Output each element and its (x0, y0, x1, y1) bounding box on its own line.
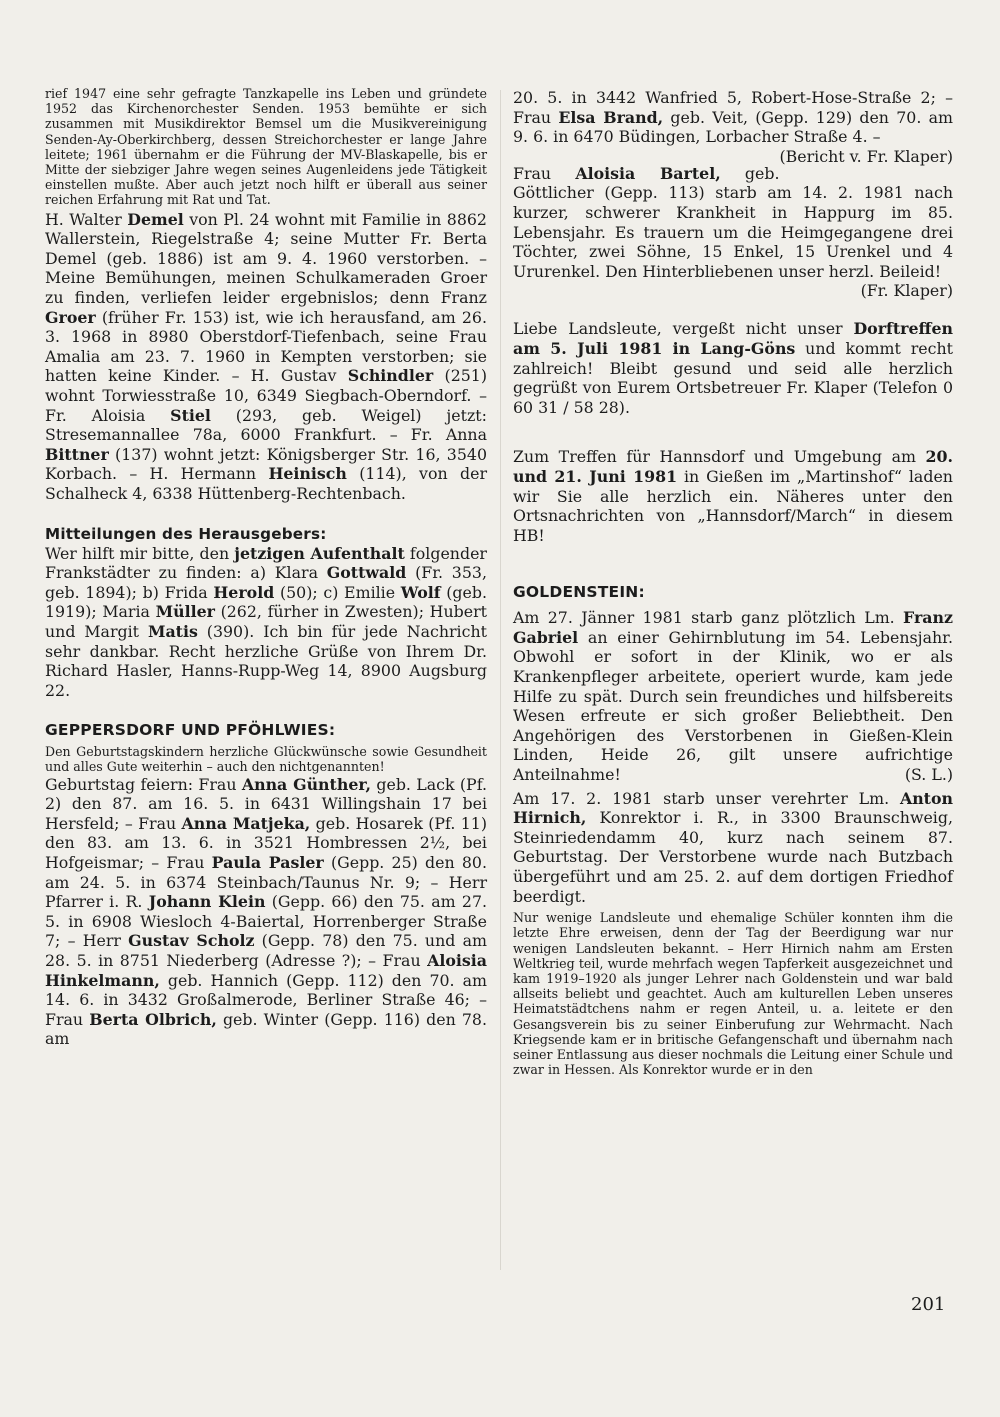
heading-goldenstein: GOLDENSTEIN: (513, 583, 645, 602)
paragraph-birthday-greeting: Den Geburtstagskindern herzliche Glückwünsche sowie Gesundheit und alles Gute weiterhin – auch den nichtgenannten! (45, 744, 487, 775)
paragraph-hirnich-biography: Nur wenige Landsleute und ehemalige Schüler konnten ihm die letzte Ehre erweisen, denn der Tag der Beerdigung war nur wenigen Landsleuten bekannt. – Herr Hirnich nahm am Ersten Weltkrieg teil, wurde mehrfach wegen Tapferkeit ausgezeichnet und kam 1919–1920 als junger Lehrer nach Goldenstein und war bald allseits beliebt und geachtet. Auch am kulturellen Leben unseres Heimatstädtchens nahm er regen Anteil, u. a. leitete er den Gesangsverein bis zu seiner Einberufung zur Wehrmacht. Nach Kriegsende kam er in britische Gefangenschaft und übernahm nach seiner Entlassung aus dieser nochmals die Leitung einer Schule und zwar in Hessen. Als Konrektor wurde er in den (513, 910, 953, 1078)
paragraph-brand-birthday (513, 88, 953, 166)
heading-geppersdorf: GEPPERSDORF UND PFÖHLWIES: (45, 721, 336, 740)
bold-name: Elsa Brand, (558, 107, 664, 127)
paragraph-hannsdorf-meeting: Zum Treffen für Hannsdorf und Umgebung am 20. und 21. Juni 1981 in Gießen im „Martinshof“ laden wir Sie alle herzlich ein. Näheres unter den Ortsnachrichten von „Hannsdorf/March“ in diesem HB! (513, 447, 953, 545)
bold-name: und 21. Juni 1981 (513, 466, 678, 486)
heading-publisher-notices: Mitteilungen des Herausgebers: (45, 524, 327, 543)
bold-name: Stiel (170, 405, 211, 425)
bold-name: Anna Matjeka, (181, 813, 311, 833)
paragraph-music-biography: rief 1947 eine sehr gefragte Tanzkapelle ins Leben und gründete 1952 das Kirchenorchester Senden. 1953 bemühte er sich zusammen mit Musikdirektor Bemsel um die Musikvereinigung Senden-Ay-Oberkirchberg, dessen Streichorchester er lange Jahre leitete; 1961 übernahm er die Führung der MV-Blaskapelle, bis er Mitte der siebziger Jahre wegen seines Augenleidens jede Tätigkeit einstellen mußte. Aber auch jetzt noch hilft er überall aus seiner reichen Erfahrung mit Rat und Tat. (45, 86, 487, 208)
bold-name: Gottwald (326, 563, 407, 583)
paragraph-demel-news: H. Walter Demel von Pl. 24 wohnt mit Familie in 8862 Wallerstein, Riegelstraße 4; seine Mutter Fr. Berta Demel (geb. 1886) ist am 9. 4. 1960 verstorben. – Meine Bemühungen, meinen Schulkameraden Groer zu finden, verliefen leider ergebnislos; denn Franz Groer (früher Fr. 153) ist, wie ich herausfand, am 26. 3. 1968 in 8980 Oberstdorf-Tiefenbach, seine Frau Amalia am 23. 7. 1960 in Kempten verstorben; sie hatten keine Kinder. – H. Gustav Schindler (251) wohnt Torwiesstraße 10, 6349 Siegbach-Oberndorf. – Fr. Aloisia Stiel (293, geb. Weigel) jetzt: Stresemannallee 78a, 6000 Frankfurt. – Fr. Anna Bittner (137) wohnt jetzt: Königsberger Str. 16, 3540 Korbach. – H. Hermann Heinisch (114), von der Schalheck 4, 6338 Hüttenberg-Rechtenbach. (45, 209, 488, 503)
left-column (45, 86, 487, 1049)
bold-name: Schindler (347, 366, 434, 386)
bold-name: Anton Hirnich, (513, 788, 953, 828)
right-column (513, 86, 953, 1077)
paragraph-gabriel-obituary (513, 608, 953, 784)
paragraph-dorftreffen: Liebe Landsleute, vergeßt nicht unser Dorftreffen am 5. Juli 1981 in Lang-Göns und kommt recht zahlreich! Bleibt gesund und seid alle herzlich gegrüßt von Eurem Ortsbetreuer Fr. Klaper (Telefon 0 60 31 / 58 28). (513, 319, 953, 417)
bold-name: jetzigen Aufenthalt (234, 543, 405, 563)
bold-name: Herold (213, 582, 275, 602)
bold-name: Matis (147, 621, 198, 641)
bold-name: Paula Pasler (211, 853, 324, 873)
credit-sl: (S. L.) (904, 765, 953, 785)
paragraph-brand-text: 20. 5. in 3442 Wanfried 5, Robert-Hose-Straße 2; – Frau Elsa Brand, geb. Veit, (Gepp. 129) den 70. am 9. 6. in 6470 Büdingen, Lorbacher Straße 4. – (513, 88, 953, 147)
bold-name: Berta Olbrich, (89, 1009, 217, 1029)
bold-name: Johann Klein (148, 892, 266, 912)
paragraph-publisher-search: Wer hilft mir bitte, den jetzigen Aufenthalt folgender Frankstädter zu finden: a) Klara Gottwald (Fr. 353, geb. 1894); b) Frida Herold (50); c) Emilie Wolf (geb. 1919); Maria Müller (262, fürher in Zwesten); Hubert und Margit Matis (390). Ich bin für jede Nachricht sehr dankbar. Recht herzliche Grüße von Ihrem Dr. Richard Hasler, Hanns-Rupp-Weg 14, 8900 Augsburg 22. (45, 543, 487, 700)
bold-name: Dorftreffen am 5. Juli 1981 in Lang-Göns (513, 319, 953, 358)
paragraph-gabriel-text: Am 27. Jänner 1981 starb ganz plötzlich Lm. Franz Gabriel an einer Gehirnblutung im 54. Lebensjahr. Obwohl er sofort in der Klinik, wo er als Krankenpfleger arbeitete, operiert wurde, kam jede Hilfe zu spät. Durch sein freundiches und hilfsbereits Wesen erfreute er sich großer Beliebtheit. Den Angehörigen des Verstorbenen in Gießen-Klein Linden, Heide 26, gilt unsere aufrichtige Anteilnahme! (513, 608, 953, 785)
bold-name: Aloisia Bartel, (575, 163, 721, 183)
credit-klaper-1: (Bericht v. Fr. Klaper) (779, 146, 953, 166)
paragraph-birthdays: Geburtstag feiern: Frau Anna Günther, geb. Lack (Pf. 2) den 87. am 16. 5. in 6431 Willingshain 17 bei Hersfeld; – Frau Anna Matjeka, geb. Hosarek (Pf. 11) den 83. am 13. 6. in 3521 Hombressen 2½, bei Hofgeismar; – Frau Paula Pasler (Gepp. 25) den 80. am 24. 5. in 6374 Steinbach/Taunus Nr. 9; – Herr Pfarrer i. R. Johann Klein (Gepp. 66) den 75. am 27. 5. in 6908 Wiesloch 4-Baiertal, Horrenberger Straße 7; – Herr Gustav Scholz (Gepp. 78) den 75. und am 28. 5. in 8751 Niederberg (Adresse ?); – Frau Aloisia Hinkelmann, geb. Hannich (Gepp. 112) den 70. am 14. 6. in 3432 Großalmerode, Berliner Straße 46; – Frau Berta Olbrich, geb. Winter (Gepp. 116) den 78. am (45, 774, 488, 1049)
credit-klaper-2: (Fr. Klaper) (860, 281, 953, 301)
bold-name: Aloisia Hinkelmann, (45, 951, 487, 990)
column-divider (500, 90, 501, 1270)
bold-name: 20. (925, 447, 953, 467)
bold-name: Wolf (400, 582, 441, 602)
bold-name: Groer (45, 307, 96, 327)
bold-name: Heinisch (268, 464, 347, 484)
bold-name: Demel (127, 209, 184, 229)
bold-name: Bittner (45, 444, 109, 464)
bold-name: Müller (155, 602, 215, 622)
paragraph-bartel-obituary (513, 163, 953, 301)
bold-name: Anna Günther, (241, 774, 372, 794)
paragraph-hirnich-obituary: Am 17. 2. 1981 starb unser verehrter Lm. Anton Hirnich, Konrektor i. R., in 3300 Braunschweig, Steinriedendamm 40, kurz nach seinem 87. Geburtstag. Der Verstorbene wurde nach Butzbach übergeführt und am 25. 2. auf dem dortigen Friedhof beerdigt. (513, 788, 953, 906)
paragraph-bartel-text: Frau Aloisia Bartel, geb. Göttlicher (Gepp. 113) starb am 14. 2. 1981 nach kurzer, schwerer Krankheit in Happurg im 85. Lebensjahr. Es trauern um die Heimgegangene drei Töchter, zwei Söhne, 15 Enkel, 15 Urenkel und 4 Ururenkel. Den Hinterbliebenen unser herzl. Beileid! (513, 163, 953, 281)
bold-name: Gustav Scholz (128, 931, 255, 951)
page-number: 201 (911, 1294, 946, 1315)
bold-name: Franz Gabriel (513, 608, 953, 647)
